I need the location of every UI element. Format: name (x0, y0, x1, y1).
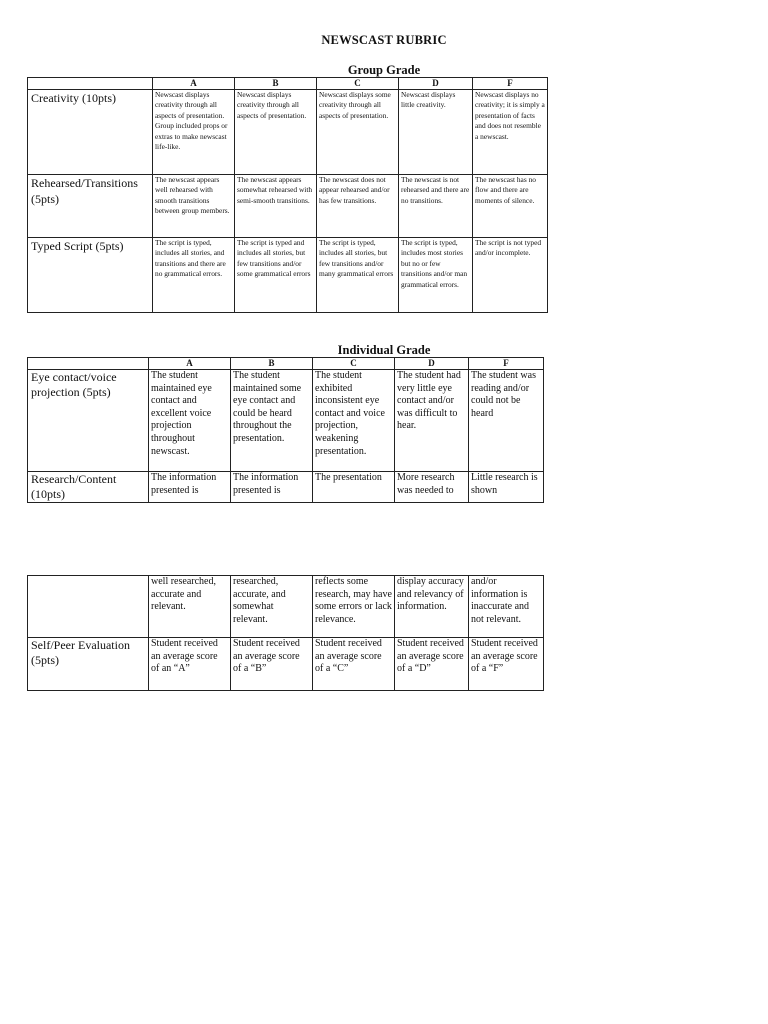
grade-header: F (469, 358, 544, 370)
rubric-row-rehearsed-transitions (28, 175, 548, 238)
rubric-cell: The script is typed, includes all stories, and transitions and there are no grammatical errors. (153, 238, 235, 313)
group-grade-heading: Group Grade (347, 63, 421, 77)
group-grade-table (27, 77, 548, 313)
rubric-cell: reflects some research, may have some errors or lack relevance. (313, 576, 395, 638)
rubric-cell: The presentation (313, 472, 395, 503)
criterion-label: Creativity (10pts) (28, 90, 153, 175)
rubric-cell: Newscast displays creativity through all aspects of presentation. (235, 90, 317, 175)
grade-header: B (235, 78, 317, 90)
rubric-cell: The student maintained some eye contact and could be heard throughout the presentation. (231, 370, 313, 472)
rubric-row-creativity (28, 90, 548, 175)
rubric-cell: The newscast does not appear rehearsed and/or has few transitions. (317, 175, 399, 238)
rubric-cell: Student received an average score of an “A” (149, 638, 231, 691)
rubric-cell: Little research is shown (469, 472, 544, 503)
criterion-label: Typed Script (5pts) (28, 238, 153, 313)
grade-header: D (395, 358, 469, 370)
rubric-cell: Newscast displays creativity through all aspects of presentation. Group included props or extras to make newscast life-like. (153, 90, 235, 175)
rubric-cell: Student received an average score of a “F” (469, 638, 544, 691)
rubric-cell: The newscast appears well rehearsed with smooth transitions between group members. (153, 175, 235, 238)
rubric-cell: researched, accurate, and somewhat relevant. (231, 576, 313, 638)
rubric-row-research-content-continued (28, 576, 544, 638)
header-blank-cell (28, 358, 149, 370)
rubric-cell: The student maintained eye contact and excellent voice projection throughout newscast. (149, 370, 231, 472)
rubric-row-eye-contact (28, 370, 544, 472)
criterion-label (28, 576, 149, 638)
rubric-cell: More research was needed to (395, 472, 469, 503)
criterion-label: Rehearsed/Transitions (5pts) (28, 175, 153, 238)
rubric-cell: The script is typed and includes all stories, but few transitions and/or some grammatical errors (235, 238, 317, 313)
grade-header: A (149, 358, 231, 370)
rubric-cell: The script is typed, includes all stories, but few transitions and/or many grammatical errors (317, 238, 399, 313)
criterion-label: Eye contact/voice projection (5pts) (28, 370, 149, 472)
rubric-row-research-content (28, 472, 544, 503)
rubric-cell: Student received an average score of a “D” (395, 638, 469, 691)
rubric-cell: Newscast displays little creativity. (399, 90, 473, 175)
rubric-cell: The newscast has no flow and there are moments of silence. (473, 175, 548, 238)
rubric-cell: Newscast displays some creativity through all aspects of presentation. (317, 90, 399, 175)
individual-grade-table-continued (27, 575, 544, 691)
rubric-cell: The information presented is (149, 472, 231, 503)
grade-header: C (317, 78, 399, 90)
rubric-cell: and/or information is inaccurate and not relevant. (469, 576, 544, 638)
rubric-cell: The script is typed, includes most stories but no or few transitions and/or man grammatical errors. (399, 238, 473, 313)
grade-header: D (399, 78, 473, 90)
criterion-label: Research/Content (10pts) (28, 472, 149, 503)
rubric-row-self-peer-evaluation (28, 638, 544, 691)
rubric-cell: The information presented is (231, 472, 313, 503)
rubric-cell: The student was reading and/or could not be heard (469, 370, 544, 472)
header-blank-cell (28, 78, 153, 90)
rubric-cell: Newscast displays no creativity; it is simply a presentation of facts and does not resemble a newscast. (473, 90, 548, 175)
rubric-cell: Student received an average score of a “C” (313, 638, 395, 691)
grade-header: A (153, 78, 235, 90)
criterion-label: Self/Peer Evaluation (5pts) (28, 638, 149, 691)
rubric-cell: display accuracy and relevancy of information. (395, 576, 469, 638)
rubric-cell: The newscast appears somewhat rehearsed with semi-smooth transitions. (235, 175, 317, 238)
grade-header-row (28, 358, 544, 370)
individual-grade-table (27, 357, 544, 503)
rubric-cell: The student exhibited inconsistent eye contact and voice projection, weakening presentation. (313, 370, 395, 472)
rubric-cell: The student had very little eye contact and/or was difficult to hear. (395, 370, 469, 472)
rubric-cell: well researched, accurate and relevant. (149, 576, 231, 638)
individual-grade-heading: Individual Grade (337, 343, 431, 357)
grade-header: B (231, 358, 313, 370)
rubric-cell: Student received an average score of a “B” (231, 638, 313, 691)
rubric-row-typed-script (28, 238, 548, 313)
rubric-cell: The newscast is not rehearsed and there are no transitions. (399, 175, 473, 238)
grade-header-row (28, 78, 548, 90)
grade-header: F (473, 78, 548, 90)
grade-header: C (313, 358, 395, 370)
document-title: NEWSCAST RUBRIC (321, 33, 447, 47)
rubric-cell: The script is not typed and/or incomplete. (473, 238, 548, 313)
